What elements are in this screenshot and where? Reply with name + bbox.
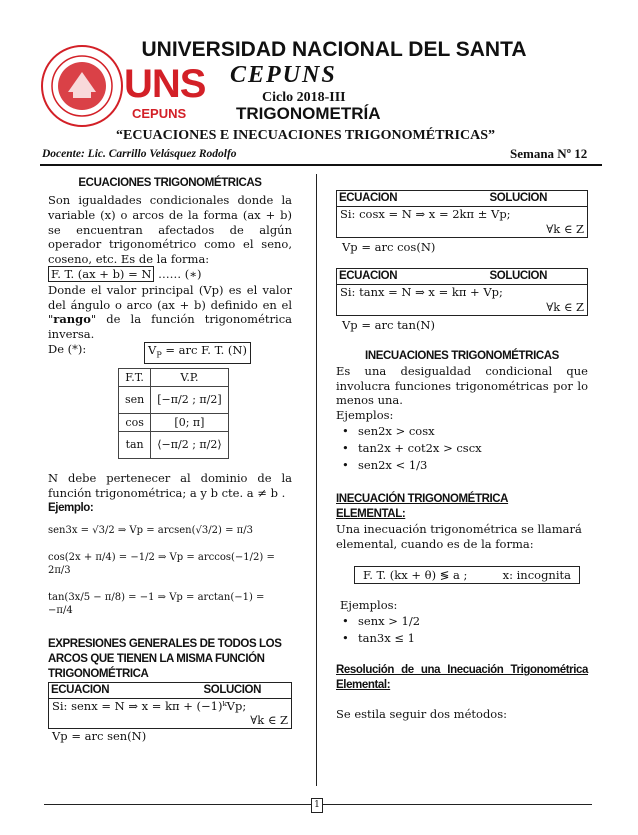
tan-table-sol: x = kπ + Vp; xyxy=(428,285,503,300)
sen-table-sol: x = kπ + (−1)ᵏVp; xyxy=(141,698,247,713)
list-item: • tan3x ≤ 1 xyxy=(336,630,588,647)
cos-table-k: ∀k ∈ Z xyxy=(546,221,584,236)
sen-table-h1: ECUACION xyxy=(51,683,110,696)
sen-vp-line: Vp = arc sen(N) xyxy=(52,729,147,744)
tan-table-k: ∀k ∈ Z xyxy=(546,300,584,315)
list-item: • sen2x < 1/3 xyxy=(336,457,588,474)
tan-table-h1: ECUACION xyxy=(339,270,398,283)
sen-table-h2: SOLUCION xyxy=(203,683,261,696)
tan-table-row xyxy=(337,285,587,315)
tan-solution-table xyxy=(336,268,588,316)
sen-table-k: ∀k ∈ Z xyxy=(250,713,288,728)
uns-logo: UNS xyxy=(124,62,206,106)
table-cell: cos xyxy=(119,413,151,431)
week-label: Semana Nº 12 xyxy=(510,146,588,161)
vp-formula-box xyxy=(144,342,251,364)
section-title-ecuaciones: ECUACIONES TRIGONOMÉTRICAS xyxy=(78,177,262,189)
examples-label-2: Ejemplos: xyxy=(340,598,398,613)
table-cell: ⟨−π/2 ; π/2⟩ xyxy=(151,431,228,458)
cycle-label: Ciclo 2018-III xyxy=(262,90,346,105)
cos-table-row xyxy=(337,207,587,237)
sen-table-row xyxy=(49,699,291,729)
table-cell: [0; π] xyxy=(151,413,228,431)
vp-formula-v: V xyxy=(148,342,157,357)
cos-solution-table xyxy=(336,190,588,238)
examples-label: Ejemplos: xyxy=(336,408,394,423)
section-title-general: EXPRESIONES GENERALES DE TODOS LOS ARCOS QUE TIENEN LA MISMA FUNCIÓN TRIGONOMÉTRICA xyxy=(48,637,282,680)
vp-formula-sub: P xyxy=(156,350,162,360)
cos-table-eq: Si: cosx = N ⇒ xyxy=(340,207,426,221)
tan-vp-line: Vp = arc tan(N) xyxy=(342,317,435,332)
elemental-examples xyxy=(336,613,588,647)
column-divider xyxy=(316,174,317,786)
tan-table-h2: SOLUCION xyxy=(489,270,547,283)
university-title: UNIVERSIDAD NACIONAL DEL SANTA xyxy=(141,38,527,61)
inequality-examples xyxy=(336,423,588,474)
page-number: 1 xyxy=(311,798,323,813)
program-title: CEPUNS xyxy=(230,62,337,88)
inequality-definition: Es una desigualdad condicional que involucra funciones trigonométricas por lo menos una. xyxy=(336,363,588,408)
cos-table-head xyxy=(337,191,587,207)
cos-table-sol: x = 2kπ ± Vp; xyxy=(428,207,511,221)
vp-formula-line xyxy=(48,342,292,358)
example-title: Ejemplo: xyxy=(48,501,94,514)
vp-range-table xyxy=(118,368,229,459)
sen-table-head xyxy=(49,683,291,699)
sen-solution-table xyxy=(48,682,292,730)
section-title-resolucion: Resolución de una Inecuación Trigonométrica Elemental: xyxy=(336,664,588,692)
methods-line: Se estila seguir dos métodos: xyxy=(336,707,508,722)
cos-table-h1: ECUACION xyxy=(339,192,398,204)
elemental-form-left: F. T. (kx + θ) ≶ a ; xyxy=(363,567,468,582)
vp-paragraph-bold: rango xyxy=(53,312,91,327)
table-cell: sen xyxy=(119,386,151,413)
definition-paragraph: Son igualdades condicionales donde la variable (x) o arcos de la forma (ax + b) se encuentran afectados de algún operador trigonométrico como el seno, coseno, etc. Es de la forma: xyxy=(48,193,292,267)
form-box: F. T. (ax + b) = N xyxy=(48,266,154,282)
form-tail: …… (∗) xyxy=(154,266,202,281)
topic-title: “ECUACIONES E INECUACIONES TRIGONOMÉTRICAS” xyxy=(116,128,495,143)
vp-paragraph xyxy=(48,283,292,342)
table-header: V.P. xyxy=(151,368,228,386)
list-item: • sen2x > cosx xyxy=(336,423,588,440)
domain-paragraph: N debe pertenecer al dominio de la función trigonométrica; a y b cte. a ≠ b . xyxy=(48,470,292,500)
sen-table-eq: Si: senx = N ⇒ xyxy=(52,698,138,713)
elemental-form-right: x: incognita xyxy=(502,567,571,582)
list-item: • senx > 1/2 xyxy=(336,613,588,630)
vp-paragraph-b: " de la función trigonométrica inversa. xyxy=(48,312,292,342)
table-header: F.T. xyxy=(119,368,151,386)
cepuns-logo-sub: CEPUNS xyxy=(132,106,187,121)
right-column xyxy=(336,190,588,722)
vp-paragraph-a: Donde el valor principal (Vp) es el valor del ángulo o arco (ax + b) definido en el " xyxy=(48,282,292,327)
example-1: sen3x = √3/2 ⇒ Vp = arcsen(√3/2) = π/3 xyxy=(48,524,253,536)
cos-vp-line: Vp = arc cos(N) xyxy=(342,239,436,254)
elemental-definition: Una inecuación trigonométrica se llamará elemental, cuando es de la forma: xyxy=(336,521,582,551)
list-item: • tan2x + cot2x > cscx xyxy=(336,440,588,457)
cos-table-h2: SOLUCION xyxy=(489,192,547,204)
example-3: tan(3x/5 − π/8) = −1 ⇒ Vp = arctan(−1) = −π/4 xyxy=(48,591,265,616)
tan-table-head xyxy=(337,269,587,285)
left-column xyxy=(48,176,292,744)
example-2: cos(2x + π/4) = −1/2 ⇒ Vp = arccos(−1/2) = 2π/3 xyxy=(48,551,275,576)
table-cell: tan xyxy=(119,431,151,458)
section-title-inecuaciones: INECUACIONES TRIGONOMÉTRICAS xyxy=(365,349,559,362)
tan-table-eq: Si: tanx = N ⇒ xyxy=(340,285,425,300)
de-label: De (*): xyxy=(48,341,87,356)
section-title-elemental: INECUACIÓN TRIGONOMÉTRICA ELEMENTAL: xyxy=(336,492,509,520)
header-rule xyxy=(40,164,602,166)
elemental-form-box xyxy=(354,566,580,585)
vp-formula-rest: = arc F. T. (N) xyxy=(161,342,247,357)
subject-title: TRIGONOMETRÍA xyxy=(236,104,381,123)
table-cell: [−π/2 ; π/2] xyxy=(151,386,228,413)
form-line xyxy=(48,267,292,282)
teacher-name: Docente: Lic. Carrillo Velásquez Rodolfo xyxy=(42,148,237,160)
